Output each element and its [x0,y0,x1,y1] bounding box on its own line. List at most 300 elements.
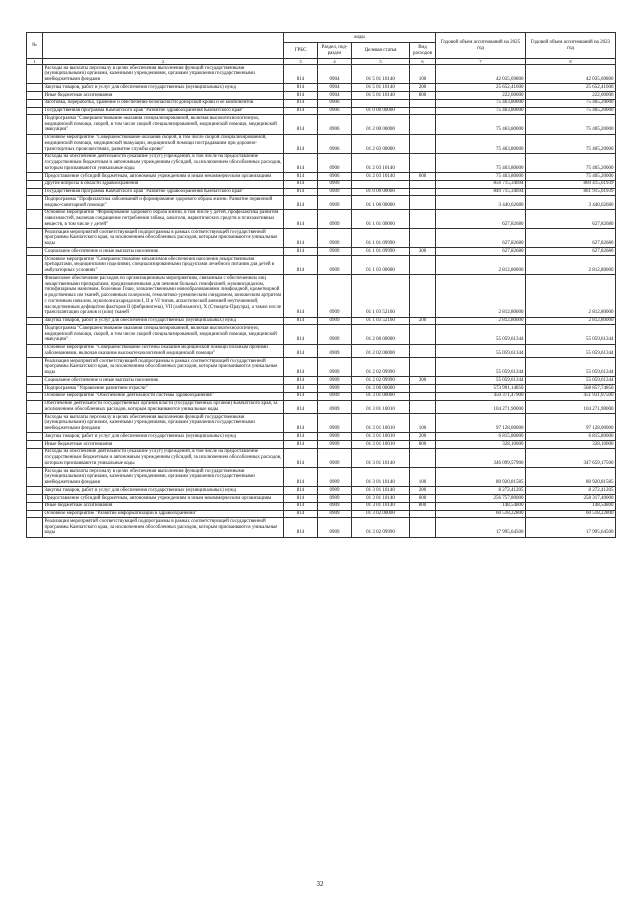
row-amount-2025: 6 815,80000 [436,433,526,441]
row-amount-2023: 25 652,41600 [526,84,616,92]
row-target-article: 01 3 01 10010 [352,414,410,433]
row-number-cell [27,92,43,100]
row-grbs: 814 [284,84,318,92]
row-number-cell [27,180,43,188]
row-amount-2025: 256 757,80000 [436,495,526,503]
row-number-cell [27,400,43,414]
row-number-cell [27,275,43,317]
row-grbs: 814 [284,99,318,107]
row-name: Реализация мероприятий соответствующей подпрограммы в рамках соответствующей государственной программы Камчатского края, за исключением обособленных расходов, которым присваиваются уникальные коды [43,518,284,537]
row-amount-2023: 8 272,41205 [526,487,616,495]
table-row [27,107,616,115]
row-expense-type: 600 [410,173,436,181]
row-amount-2023: 347 659,17500 [526,448,616,467]
row-grbs: 814 [284,377,318,385]
row-amount-2023: 627,82680 [526,229,616,248]
row-number-cell [27,84,43,92]
row-amount-2025: 55 059,61344 [436,377,526,385]
row-section: 0906 [318,115,352,134]
row-expense-type [410,510,436,518]
table-row [27,433,616,441]
row-amount-2023: 75 405,20000 [526,99,616,107]
row-expense-type [410,400,436,414]
row-name: Предоставление субсидий бюджетным, автономным учреждениям и иным некоммерческим организациям [43,173,284,181]
row-amount-2023: 2 812,80000 [526,275,616,317]
column-index-cell: 4 [318,59,352,65]
row-name: Закупка товаров, работ и услуг для обеспечения государственных (муниципальных) нужд [43,84,284,92]
table-row [27,385,616,393]
row-name: Подпрограмма "Совершенствование оказания специализированной, включая высокотехнологичную, медицинской помощи, скорой, в том числе скорой специализированной, медицинской помощи, медицинской эвакуации" [43,325,284,344]
row-grbs: 814 [284,196,318,210]
table-row [27,518,616,537]
row-amount-2025: 2 812,80000 [436,256,526,275]
row-section: 0909 [318,414,352,433]
row-name: Подпрограмма "Управление развитием отрасли" [43,385,284,393]
row-target-article: 01 2 03 10140 [352,173,410,181]
row-name: Предоставление субсидий бюджетным, автономным учреждениям и иным некоммерческим организациям [43,495,284,503]
table-row [27,256,616,275]
row-section: 0906 [318,134,352,153]
row-expense-type [410,358,436,377]
row-grbs: 814 [284,107,318,115]
header-no: № [27,33,43,59]
header-name [43,33,284,59]
row-name: Расходы на обеспечение деятельности (оказание услуг) учреждений, в том числе на предоставление государственным бюджетным и автономным учреждениям субсидий, за исключением обособленных расходов, которым присваиваются уникальные коды [43,448,284,467]
table-row [27,188,616,196]
row-section: 0909 [318,502,352,510]
row-target-article: 01 3 01 10140 [352,502,410,510]
row-amount-2025: 75 463,80000 [436,99,526,107]
row-section: 0909 [318,495,352,503]
table-row [27,173,616,181]
row-expense-type [410,344,436,358]
row-expense-type [410,275,436,317]
row-target-article: 01 2 02 09990 [352,358,410,377]
row-target-article: 01 1 03 00000 [352,256,410,275]
row-amount-2025: 55 059,61344 [436,358,526,377]
row-section: 0909 [318,188,352,196]
row-amount-2023: 42 035,69800 [526,65,616,84]
row-grbs: 814 [284,392,318,400]
row-expense-type [410,325,436,344]
row-target-article: 01 1 03 52160 [352,317,410,325]
row-section: 0909 [318,229,352,248]
row-amount-2025: 450 371,47900 [436,392,526,400]
table-row [27,92,616,100]
row-amount-2023: 80 920,81585 [526,468,616,487]
table-row [27,99,616,107]
row-amount-2025: 97 128,00000 [436,414,526,433]
table-row [27,377,616,385]
row-expense-type [410,385,436,393]
row-name: Финансовое обеспечение расходов по организационным мероприятиям, связанным с обеспечением лиц лекарственными препаратами, предназначенными для лечения больных гемофилией, муковисцидозом, гипофизарным нанизмом, болезнью Гоше, злокачественными новообразованиями лимфоидной, кроветворной и родственных им тканей, рассеянным склерозом, гемолитико-уремическим синдромом, юношеским артритом с системным началом, мукополисахаридозом I, II и VI типов, апластической анемией неуточненной, наследственным дефицитом факторов II (фибриногена), VII (лабильного), X (Стюарта-Прауэра), а также после трансплантации органов и (или) тканей [43,275,284,317]
row-amount-2025: 2 812,80000 [436,317,526,325]
row-expense-type [410,134,436,153]
row-expense-type: 800 [410,92,436,100]
row-amount-2025: 627,82680 [436,209,526,228]
row-grbs: 814 [284,495,318,503]
row-grbs: 814 [284,358,318,377]
table-row [27,317,616,325]
row-amount-2025: 3 440,62680 [436,196,526,210]
header-year-2023: Годовой объем ассигнований на 2023 год [526,33,616,59]
table-row [27,392,616,400]
row-name: Государственная программа Камчатского края "Развитие здравоохранения Камчатского края" [43,188,284,196]
row-expense-type: 200 [410,433,436,441]
row-section: 0909 [318,448,352,467]
row-name: Подпрограмма "Профилактика заболеваний и формирование здорового образа жизни. Развитие первичной медико-санитарной помощи" [43,196,284,210]
row-name: Расходы на выплаты персоналу в целях обеспечения выполнения функций государственными (муниципальными) органами, казенными учреждениями, органами управления государственными внебюджетными фондами [43,65,284,84]
row-name: Закупка товаров, работ и услуг для обеспечения государственных (муниципальных) нужд [43,317,284,325]
row-grbs: 814 [284,256,318,275]
row-grbs: 814 [284,325,318,344]
row-grbs: 814 [284,344,318,358]
table-row [27,344,616,358]
row-number-cell [27,468,43,487]
column-index-cell: 3 [284,59,318,65]
row-name: Иные бюджетные ассигнования [43,502,284,510]
row-amount-2023: 60 518,22800 [526,510,616,518]
row-number-cell [27,344,43,358]
row-number-cell [27,325,43,344]
row-grbs: 814 [284,275,318,317]
row-name: Основное мероприятие "Совершенствование системы оказания медицинской помощи больным прочими заболеваниями, включая оказание высокотехнологичной медицинской помощи" [43,344,284,358]
row-target-article: 01 1 01 00000 [352,209,410,228]
row-expense-type [410,107,436,115]
row-amount-2025: 75 463,80000 [436,115,526,134]
row-section: 0909 [318,400,352,414]
row-grbs: 814 [284,92,318,100]
row-section: 0909 [318,433,352,441]
budget-table [26,32,616,538]
row-name: Расходы на выплаты персоналу в целях обеспечения выполнения функций государственными (муниципальными) органами, казенными учреждениями, органами управления государственными внебюджетными фондами [43,468,284,487]
table-body [27,65,616,538]
row-section: 0909 [318,196,352,210]
table-row [27,441,616,449]
row-section: 0909 [318,377,352,385]
row-grbs: 814 [284,468,318,487]
row-grbs: 814 [284,317,318,325]
row-name: Закупка товаров, работ и услуг для обеспечения государственных (муниципальных) нужд [43,433,284,441]
row-amount-2025: 104 271,90000 [436,400,526,414]
row-expense-type: 300 [410,377,436,385]
row-section: 0909 [318,510,352,518]
table-row [27,325,616,344]
row-amount-2025: 2 812,80000 [436,275,526,317]
row-number-cell [27,256,43,275]
row-expense-type: 800 [410,441,436,449]
row-expense-type [410,180,436,188]
row-grbs: 814 [284,188,318,196]
row-target-article: 01 2 03 00000 [352,134,410,153]
row-amount-2023: 148,54800 [526,502,616,510]
row-number-cell [27,392,43,400]
row-number-cell [27,99,43,107]
row-amount-2025: 148,54800 [436,502,526,510]
row-section: 0909 [318,180,352,188]
table-header [27,33,616,65]
row-number-cell [27,188,43,196]
row-expense-type [410,153,436,172]
row-amount-2025: 55 059,61344 [436,325,526,344]
table-row [27,358,616,377]
row-amount-2023: 55 059,61344 [526,325,616,344]
table-row [27,115,616,134]
row-target-article: 01 2 03 10140 [352,153,410,172]
row-expense-type [410,518,436,537]
row-amount-2025: 75 463,80000 [436,173,526,181]
row-amount-2025: 17 995,64500 [436,518,526,537]
row-amount-2025: 25 652,41600 [436,84,526,92]
row-expense-type [410,99,436,107]
table-row [27,275,616,317]
row-section: 0909 [318,392,352,400]
row-name: Другие вопросы в области здравоохранения [43,180,284,188]
row-number-cell [27,433,43,441]
row-amount-2023: 2 812,80000 [526,317,616,325]
header-target: Целевая статья [352,43,410,59]
row-number-cell [27,510,43,518]
row-section: 0906 [318,99,352,107]
row-amount-2025: 856 715,34694 [436,180,526,188]
row-amount-2023: 75 405,20000 [526,107,616,115]
row-amount-2023: 222,00000 [526,92,616,100]
row-amount-2025: 627,82680 [436,229,526,248]
row-amount-2023: 104 271,90000 [526,400,616,414]
row-target-article: 01 5 01 10140 [352,65,410,84]
row-section: 0909 [318,325,352,344]
row-amount-2023: 75 405,20000 [526,173,616,181]
table-row [27,84,616,92]
row-name: Основное мероприятие "Развитие информатизации в здравоохранении" [43,510,284,518]
row-number-cell [27,502,43,510]
row-target-article: 01 3 01 10140 [352,468,410,487]
row-number-cell [27,107,43,115]
row-number-cell [27,518,43,537]
row-section: 0909 [318,358,352,377]
row-number-cell [27,134,43,153]
row-number-cell [27,495,43,503]
row-target-article: 01 1 00 00000 [352,196,410,210]
row-number-cell [27,385,43,393]
row-name: Социальное обеспечение и иные выплаты населению [43,248,284,256]
row-number-cell [27,358,43,377]
row-target-article [352,180,410,188]
row-grbs: 814 [284,510,318,518]
row-name: Основное мероприятие "Совершенствование оказания скорой, в том числе скорой специализированной, медицинской помощи, медицинской эвакуации, медицинской помощи пострадавшим при дорожно-транспортных происшествиях, развитие службы крови" [43,134,284,153]
row-name: Реализация мероприятий соответствующей подпрограммы в рамках соответствующей государственной программы Камчатского края, за исключением обособленных расходов, которым присваиваются уникальные коды [43,358,284,377]
row-amount-2025: 573 991,14850 [436,385,526,393]
row-grbs: 814 [284,229,318,248]
row-expense-type: 200 [410,317,436,325]
table-row [27,134,616,153]
row-grbs: 814 [284,433,318,441]
row-amount-2023: 2 812,80000 [526,256,616,275]
row-number-cell [27,377,43,385]
row-amount-2023: 55 059,61344 [526,377,616,385]
row-number-cell [27,65,43,84]
row-target-article: 01 1 01 09990 [352,248,410,256]
row-number-cell [27,248,43,256]
row-name: Социальное обеспечение и иные выплаты населению [43,377,284,385]
row-name: Подпрограмма "Совершенствование оказания специализированной, включая высокотехнологичную, медицинской помощи, скорой, в том числе скорой специализированной, медицинской помощи, медицинской эвакуации" [43,115,284,134]
row-section: 0909 [318,209,352,228]
row-expense-type: 800 [410,502,436,510]
row-amount-2025: 8 272,41205 [436,487,526,495]
row-target-article: 01 3 01 10140 [352,487,410,495]
row-amount-2023: 861 915,61939 [526,188,616,196]
table-row [27,196,616,210]
row-number-cell [27,414,43,433]
row-amount-2023: 55 059,61344 [526,344,616,358]
header-codes: коды [284,33,436,43]
row-grbs: 814 [284,153,318,172]
row-section: 0909 [318,344,352,358]
row-expense-type: 100 [410,468,436,487]
row-amount-2023: 451 931,07500 [526,392,616,400]
row-number-cell [27,448,43,467]
row-grbs: 814 [284,487,318,495]
table-row [27,209,616,228]
row-target-article: 01 3 01 10010 [352,441,410,449]
row-target-article: 01 1 01 09990 [352,229,410,248]
row-number-cell [27,196,43,210]
row-number-cell [27,441,43,449]
row-section: 0909 [318,518,352,537]
row-amount-2025: 60 518,22800 [436,510,526,518]
row-number-cell [27,209,43,228]
row-amount-2025: 55 059,61344 [436,344,526,358]
row-section: 0909 [318,441,352,449]
row-target-article [352,99,410,107]
row-target-article: 01 2 00 00000 [352,325,410,344]
row-name: Основное мероприятие "Формирование здорового образа жизни, в том числе у детей, профилактика развития зависимостей, включая сокращение потребления табака, алкоголя, наркотических средств и психоактивных веществ, в том числе у детей" [43,209,284,228]
row-expense-type [410,115,436,134]
row-number-cell [27,229,43,248]
row-expense-type [410,392,436,400]
row-amount-2025: 222,00000 [436,92,526,100]
row-name: Государственная программа Камчатского края "Развитие здравоохранения Камчатского края" [43,107,284,115]
row-name: Обеспечение деятельности государственных органов власти (государственных органов) Камчатского края, за исключением обособленных расходов, которым присваиваются уникальные коды [43,400,284,414]
row-amount-2023: 627,82680 [526,209,616,228]
table-row [27,229,616,248]
table-row [27,502,616,510]
row-target-article: 01 3 00 00000 [352,385,410,393]
row-target-article: 01 3 02 09990 [352,518,410,537]
table-row [27,468,616,487]
column-index-cell: 5 [352,59,410,65]
row-target-article: 01 3 01 10010 [352,400,410,414]
row-name: Иные бюджетные ассигнования [43,441,284,449]
row-target-article: 01 3 01 10140 [352,495,410,503]
row-section: 0909 [318,487,352,495]
column-index-cell: 1 [27,59,43,65]
table-row [27,448,616,467]
row-target-article: 01 0 00 00000 [352,107,410,115]
table-row [27,153,616,172]
row-amount-2023: 258 317,40000 [526,495,616,503]
row-amount-2025: 42 035,69800 [436,65,526,84]
row-expense-type [410,229,436,248]
row-grbs: 814 [284,414,318,433]
row-target-article: 01 3 02 00000 [352,510,410,518]
row-grbs: 814 [284,400,318,414]
row-amount-2025: 346 099,57900 [436,448,526,467]
header-section: Раздел, под-раздел [318,43,352,59]
row-amount-2023: 75 405,20000 [526,115,616,134]
row-expense-type [410,188,436,196]
table-row [27,248,616,256]
table-row [27,180,616,188]
row-section: 0909 [318,248,352,256]
row-target-article: 01 2 02 00000 [352,344,410,358]
row-expense-type: 300 [410,248,436,256]
row-target-article: 01 3 01 10140 [352,448,410,467]
row-section: 0909 [318,275,352,317]
row-name: Закупка товаров, работ и услуг для обеспечения государственных (муниципальных) нужд [43,487,284,495]
row-grbs: 814 [284,115,318,134]
header-grbs: ГРБС [284,43,318,59]
row-name: Основное мероприятие "Совершенствование механизмов обеспечения населения лекарственными препаратами, медицинскими изделиями, специализированными продуктами лечебного питания для детей в амбулаторных условиях" [43,256,284,275]
row-amount-2025: 75 463,80000 [436,107,526,115]
row-grbs: 814 [284,180,318,188]
row-name: Заготовка, переработка, хранение и обеспечение безопасности донорской крови и ее компонентов [43,99,284,107]
row-amount-2025: 328,10000 [436,441,526,449]
row-expense-type [410,196,436,210]
row-name: Основное мероприятие "Обеспечение деятельности системы здравоохранения" [43,392,284,400]
row-grbs: 814 [284,248,318,256]
row-number-cell [27,153,43,172]
row-section: 0904 [318,84,352,92]
row-expense-type: 100 [410,414,436,433]
column-index-cell: 7 [436,59,526,65]
row-number-cell [27,487,43,495]
column-index-cell: 2 [43,59,284,65]
row-target-article: 01 1 03 52160 [352,275,410,317]
row-target-article: 01 2 02 09990 [352,377,410,385]
row-amount-2023: 869 415,61939 [526,180,616,188]
row-amount-2023: 75 405,20000 [526,134,616,153]
row-section: 0909 [318,385,352,393]
row-expense-type: 100 [410,65,436,84]
row-grbs: 814 [284,518,318,537]
table-row [27,414,616,433]
row-amount-2025: 80 920,81585 [436,468,526,487]
table-row [27,487,616,495]
row-section: 0909 [318,256,352,275]
row-amount-2023: 568 857,74850 [526,385,616,393]
row-target-article: 01 5 01 10140 [352,92,410,100]
row-target-article: 01 2 00 00000 [352,115,410,134]
row-number-cell [27,173,43,181]
row-grbs: 814 [284,448,318,467]
row-section: 0904 [318,92,352,100]
row-section: 0906 [318,153,352,172]
table-row [27,510,616,518]
row-grbs: 814 [284,65,318,84]
row-grbs: 814 [284,173,318,181]
row-amount-2023: 6 815,80000 [526,433,616,441]
row-expense-type: 600 [410,495,436,503]
row-section: 0906 [318,107,352,115]
row-name: Расходы на обеспечение деятельности (оказание услуг) учреждений, в том числе на предоставление государственным бюджетным и автономным учреждениям субсидий, за исключением обособленных расходов, которым присваиваются уникальные коды [43,153,284,172]
column-index-cell: 8 [526,59,616,65]
row-expense-type: 200 [410,84,436,92]
page-number: 32 [316,880,324,888]
row-expense-type [410,256,436,275]
header-year-2025: Годовой объем ассигнований на 2025 год [436,33,526,59]
row-name: Расходы на выплаты персоналу в целях обеспечения выполнения функций государственными (муниципальными) органами, казенными учреждениями, органами управления государственными внебюджетными фондами [43,414,284,433]
